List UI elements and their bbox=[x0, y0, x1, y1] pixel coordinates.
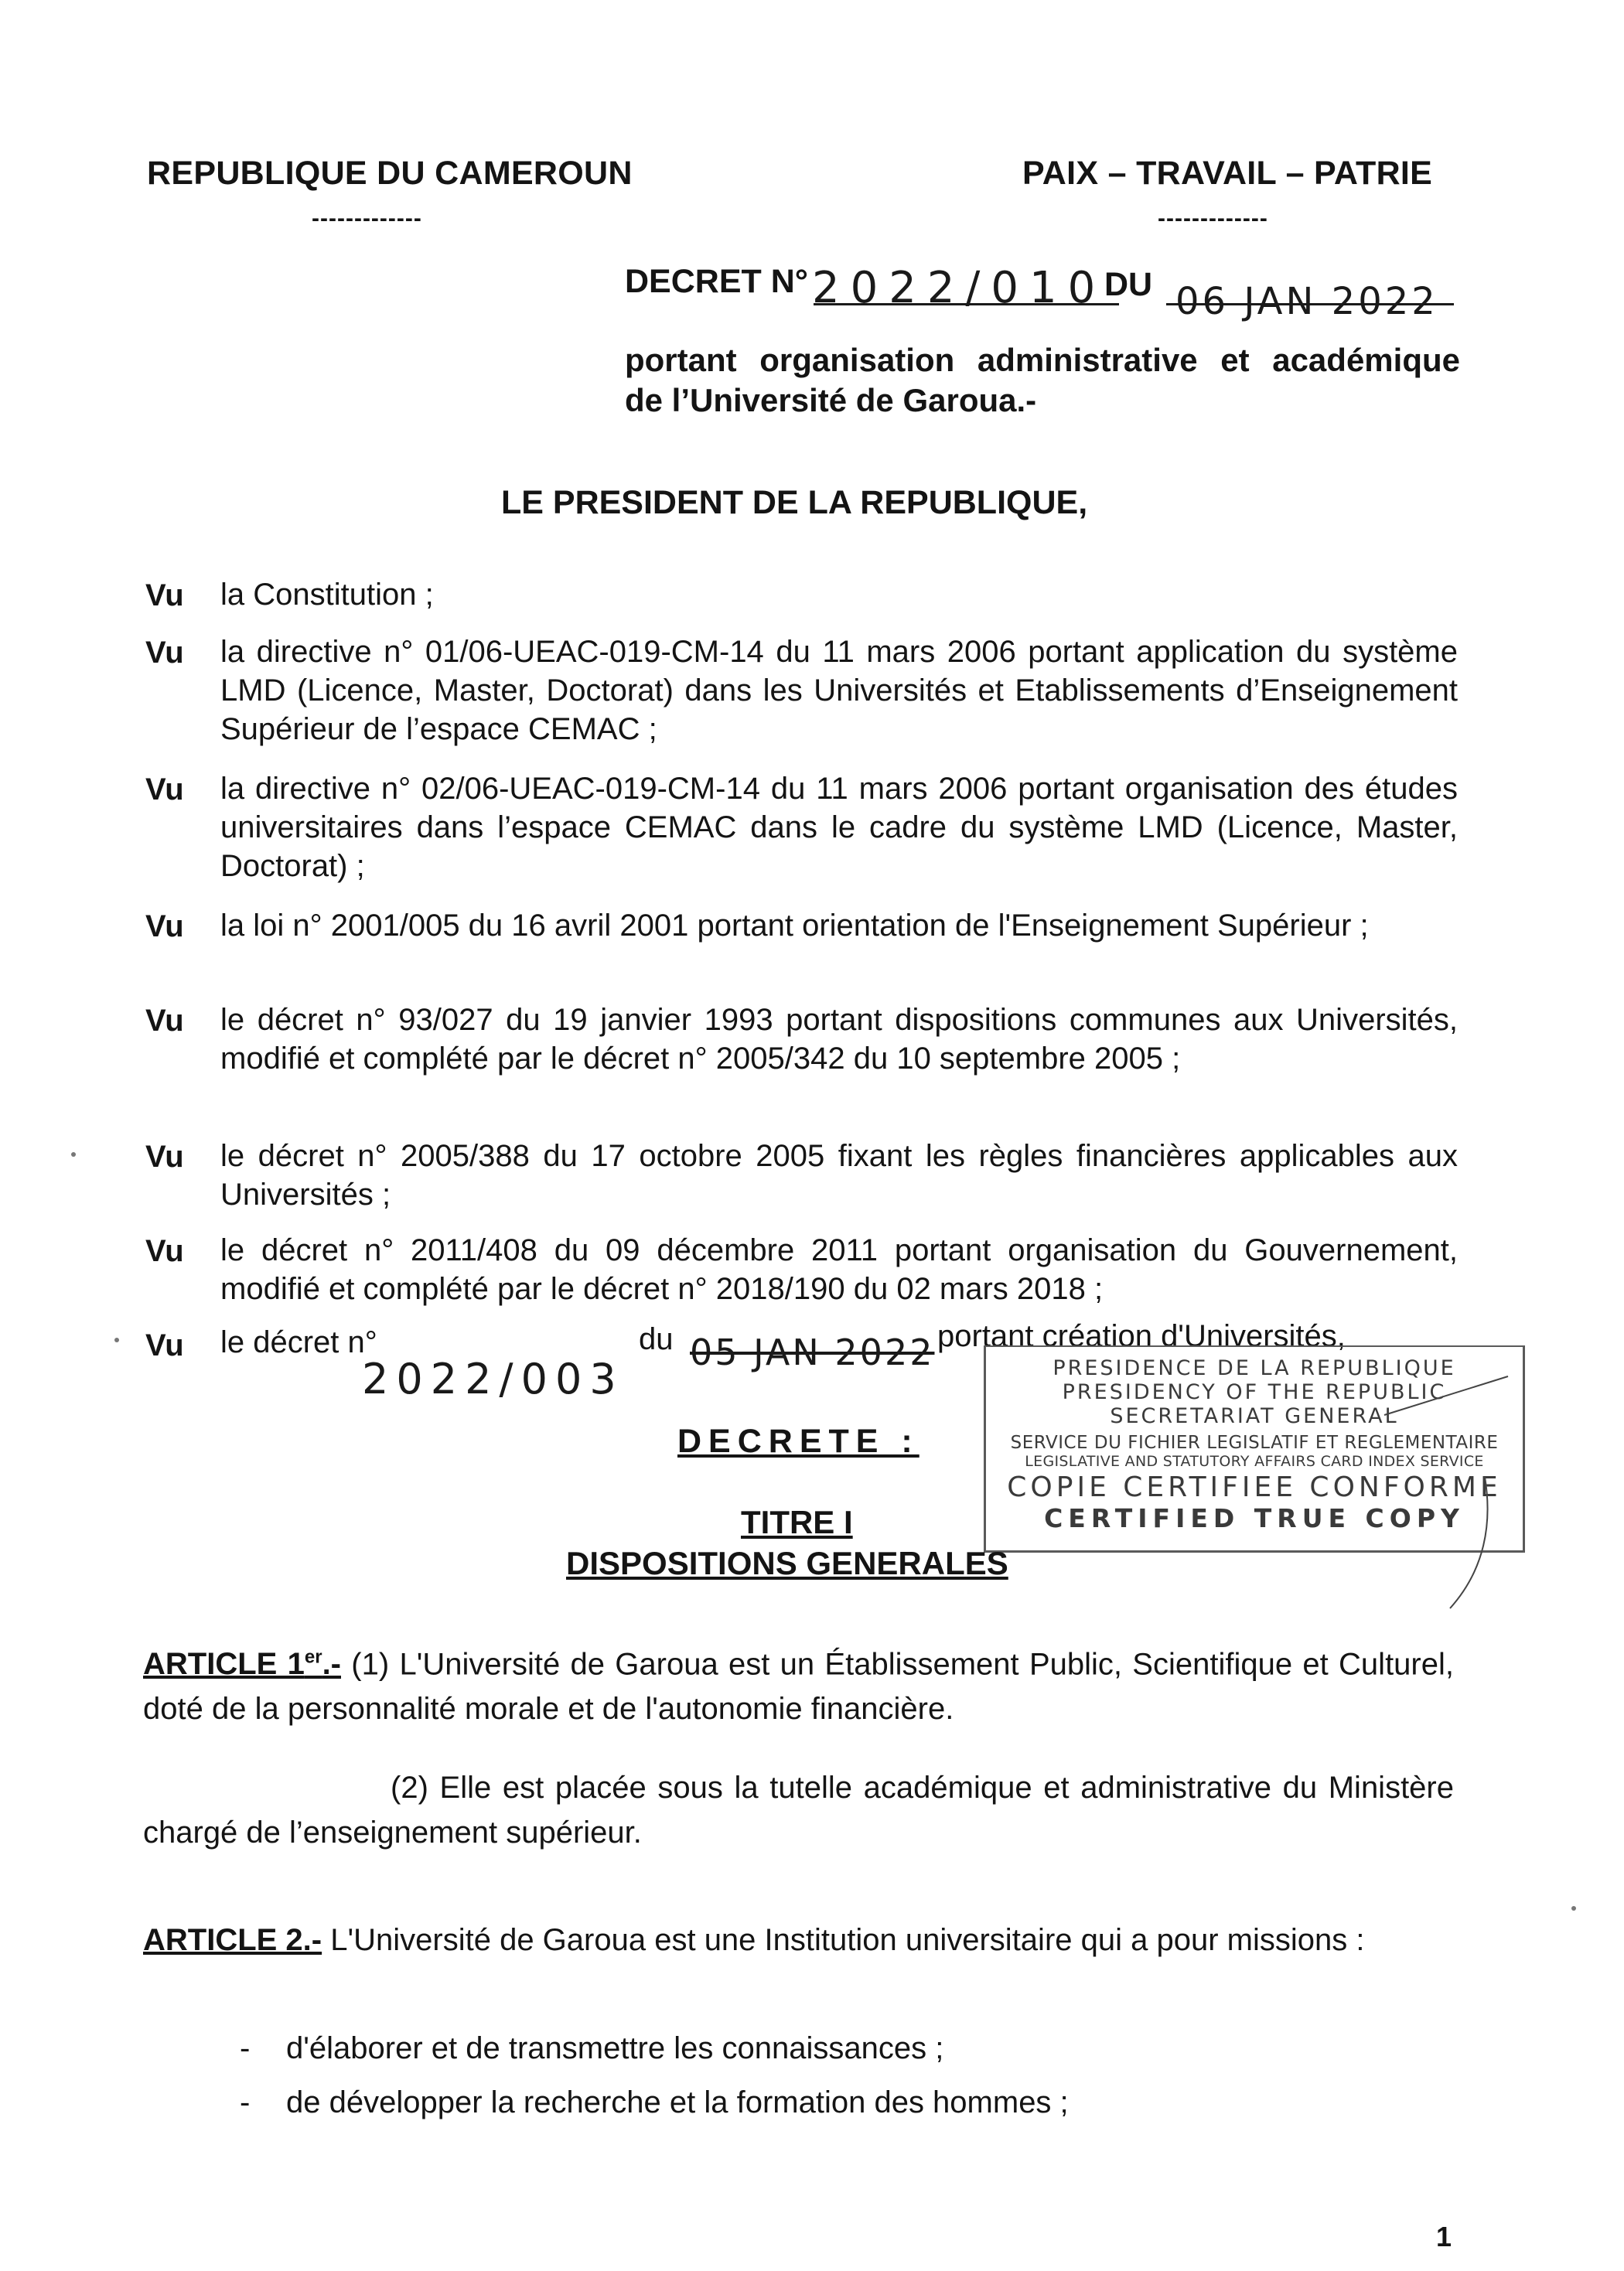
article-1-p1 bbox=[143, 1635, 1454, 1731]
article-1-p2: (2) Elle est placée sous la tutelle académique et administrative du Ministère chargé de l’enseignement supérieur. bbox=[143, 1771, 1454, 1850]
decree-date: 06 JAN 2022 bbox=[1175, 280, 1438, 323]
article-1-text: (1) L'Université de Garoua est un Établissement Public, Scientifique et Culturel, doté de la personnalité morale et de l'autonomie financière. bbox=[143, 1647, 1454, 1727]
vu-item: la loi n° 2001/005 du 16 avril 2001 portant orientation de l'Enseignement Supérieur ; bbox=[220, 909, 1369, 943]
vu-item: la Constitution ; bbox=[220, 578, 434, 612]
article-1-label: ARTICLE 1er.- bbox=[143, 1647, 341, 1682]
vu-label: Vu bbox=[145, 1004, 184, 1038]
vu-last-date: 05 JAN 2022 bbox=[690, 1332, 935, 1373]
decree-subtitle-line2: de l’Université de Garoua.- bbox=[625, 382, 1037, 418]
list-item: d'élaborer et de transmettre les connaissances ; bbox=[286, 2031, 944, 2065]
vu-label: Vu bbox=[145, 909, 184, 943]
scan-speck bbox=[1571, 1906, 1576, 1911]
bullet-mark: - bbox=[240, 2031, 251, 2065]
vu-item: le décret n° 2011/408 du 09 décembre 2011 portant organisation du Gouvernement, modifié et complété par le décret n° 2018/190 du 02 mars 2018 ; bbox=[220, 1233, 1458, 1306]
decree-line bbox=[625, 263, 808, 301]
article-2-label: ARTICLE 2.- bbox=[143, 1923, 322, 1957]
vu-last-prefix: le décret n° bbox=[220, 1325, 377, 1359]
decrete-heading: DECRETE : bbox=[677, 1423, 919, 1460]
dispositions-heading: DISPOSITIONS GENERALES bbox=[566, 1545, 1008, 1581]
stamp-line: PRESIDENCY OF THE REPUBLIC bbox=[1062, 1380, 1447, 1404]
vu-last-du: du bbox=[639, 1322, 674, 1356]
article-2-text: L'Université de Garoua est une Institution universitaire qui a pour missions : bbox=[330, 1923, 1365, 1957]
decree-du: DU bbox=[1104, 266, 1153, 303]
vu-label: Vu bbox=[145, 1234, 184, 1268]
vu-last-suffix: portant création d'Universités, bbox=[937, 1319, 1346, 1353]
stamp-line: LEGISLATIVE AND STATUTORY AFFAIRS CARD INDEX SERVICE bbox=[1025, 1453, 1484, 1470]
stamp-line: SECRETARIAT GENERAL bbox=[1110, 1404, 1399, 1428]
vu-label: Vu bbox=[145, 578, 184, 612]
titre-heading: TITRE I bbox=[741, 1504, 853, 1540]
decree-subtitle bbox=[625, 340, 1460, 421]
list-item: de développer la recherche et la formation des hommes ; bbox=[286, 2085, 1069, 2119]
signature-stroke-icon bbox=[1377, 1361, 1531, 1616]
vu-last-number: 2022/003 bbox=[362, 1355, 624, 1403]
header-left-dashes: ------------- bbox=[312, 206, 422, 231]
president-heading: LE PRESIDENT DE LA REPUBLIQUE, bbox=[501, 484, 1088, 521]
decree-number: 2022/010 bbox=[812, 263, 1107, 313]
vu-item: la directive n° 01/06-UEAC-019-CM-14 du 11 mars 2006 portant application du système LMD (Licence, Master, Doctorat) dans les Universités et Etablissements d’Enseignement Supérieur de l’espace CEMAC ; bbox=[220, 635, 1458, 746]
scan-speck bbox=[71, 1152, 76, 1157]
vu-label: Vu bbox=[145, 1328, 184, 1362]
vu-label: Vu bbox=[145, 636, 184, 670]
stamp-line: CERTIFIED TRUE COPY bbox=[1044, 1503, 1465, 1533]
header-motto: PAIX – TRAVAIL – PATRIE bbox=[1022, 155, 1433, 192]
stamp-line: PRESIDENCE DE LA REPUBLIQUE bbox=[1053, 1356, 1456, 1380]
stamp-line: SERVICE DU FICHIER LEGISLATIF ET REGLEMENTAIRE bbox=[1010, 1433, 1499, 1453]
vu-label: Vu bbox=[145, 772, 184, 806]
vu-item: la directive n° 02/06-UEAC-019-CM-14 du 11 mars 2006 portant organisation des études universitaires dans l’espace CEMAC dans le cadre du système LMD (Licence, Master, Doctorat) ; bbox=[220, 772, 1458, 883]
decree-prefix: DECRET N° bbox=[625, 263, 808, 300]
stamp-line: COPIE CERTIFIEE CONFORME bbox=[1007, 1471, 1502, 1503]
vu-item: le décret n° 2005/388 du 17 octobre 2005 fixant les règles financières applicables aux Universités ; bbox=[220, 1139, 1458, 1212]
vu-item: le décret n° 93/027 du 19 janvier 1993 portant dispositions communes aux Universités, modifié et complété par le décret n° 2005/342 du 10 septembre 2005 ; bbox=[220, 1003, 1458, 1076]
bullet-mark: - bbox=[240, 2085, 251, 2119]
scan-speck bbox=[114, 1338, 119, 1342]
decree-subtitle-line1: portant organisation administrative et académique bbox=[625, 342, 1460, 378]
page-number: 1 bbox=[1435, 2221, 1452, 2252]
header-republic: REPUBLIQUE DU CAMEROUN bbox=[147, 155, 633, 192]
article-2 bbox=[143, 1918, 1454, 1962]
vu-label: Vu bbox=[145, 1140, 184, 1174]
header-right-dashes: ------------- bbox=[1158, 206, 1268, 231]
